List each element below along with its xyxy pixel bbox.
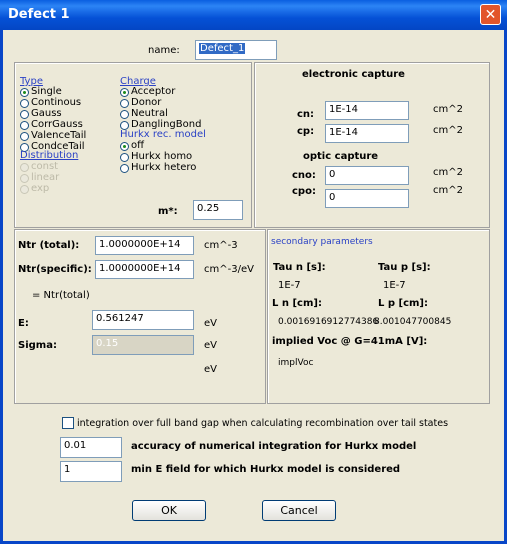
radio-icon — [20, 163, 29, 172]
optic-capture-heading: optic capture — [303, 151, 379, 162]
radio-icon — [120, 88, 129, 97]
title-bar — [0, 0, 507, 30]
lp-label: L p [cm]: — [378, 298, 428, 309]
type-option-valencetail[interactable]: ValenceTail — [20, 131, 86, 142]
cno-unit: cm^2 — [433, 167, 463, 178]
charge-options — [120, 87, 201, 131]
ntr-total-field[interactable]: 1.0000000E+14 — [95, 236, 194, 255]
name-label: name: — [148, 45, 180, 56]
distribution-option-linear[interactable]: linear — [20, 173, 59, 184]
radio-icon — [120, 99, 129, 108]
radio-icon — [20, 132, 29, 141]
type-options — [20, 87, 86, 153]
charge-option-acceptor[interactable]: Acceptor — [120, 87, 201, 98]
min-field-input[interactable]: 1 — [60, 461, 122, 482]
name-field[interactable] — [195, 40, 277, 60]
tau-n-label: Tau n [s]: — [273, 262, 326, 273]
type-option-single[interactable]: Single — [20, 87, 86, 98]
integration-label: integration over full band gap when calculating recombination over tail states — [77, 418, 449, 429]
type-option-corrgauss[interactable]: CorrGauss — [20, 120, 86, 131]
radio-icon — [20, 174, 29, 183]
mstar-field[interactable]: 0.25 — [193, 200, 243, 220]
cn-field[interactable]: 1E-14 — [325, 101, 409, 120]
ntr-total-label: Ntr (total): — [18, 240, 80, 251]
radio-icon — [120, 110, 129, 119]
hurkx-option-homo[interactable]: Hurkx homo — [120, 152, 196, 163]
radio-icon — [120, 153, 129, 162]
ntr-note: = Ntr(total) — [32, 290, 90, 301]
electronic-capture-heading: electronic capture — [302, 69, 405, 80]
distribution-heading: Distribution — [20, 150, 79, 161]
radio-icon — [20, 121, 29, 130]
type-heading: Type — [20, 76, 43, 87]
integration-checkbox[interactable] — [62, 417, 74, 429]
charge-heading: Charge — [120, 76, 156, 87]
ln-value: 0.0016916912774386 — [278, 317, 379, 327]
ntr-specific-label: Ntr(specific): — [18, 264, 92, 275]
mstar-label: m*: — [158, 206, 178, 217]
sigma-label: Sigma: — [18, 340, 57, 351]
hurkx-option-hetero[interactable]: Hurkx hetero — [120, 163, 196, 174]
cno-field[interactable]: 0 — [325, 166, 409, 185]
secondary-heading: secondary parameters — [271, 237, 373, 247]
sigma-unit: eV — [204, 340, 217, 351]
tau-p-label: Tau p [s]: — [378, 262, 431, 273]
distribution-options — [20, 162, 59, 195]
type-option-condcetail[interactable]: CondceTail — [20, 142, 86, 153]
distribution-option-exp[interactable]: exp — [20, 184, 59, 195]
charge-option-neutral[interactable]: Neutral — [120, 109, 201, 120]
ntr-specific-field[interactable]: 1.0000000E+14 — [95, 260, 194, 279]
voc-label: implied Voc @ G=41mA [V]: — [272, 336, 428, 347]
name-value: Defect_1 — [200, 43, 245, 54]
radio-icon — [20, 110, 29, 119]
cn-label: cn: — [297, 109, 315, 120]
radio-icon — [20, 88, 29, 97]
tau-p-value: 1E-7 — [383, 280, 406, 291]
lp-value: 8.001047700845 — [374, 317, 452, 327]
distribution-option-const[interactable]: const — [20, 162, 59, 173]
energy-label: E: — [18, 318, 29, 329]
radio-icon — [20, 99, 29, 108]
diffusion-length-row — [268, 314, 488, 328]
close-button[interactable]: ✕ — [480, 4, 501, 25]
cno-label: cno: — [292, 170, 316, 181]
cn-unit: cm^2 — [433, 104, 463, 115]
ln-label: L n [cm]: — [272, 298, 322, 309]
energy-field[interactable]: 0.561247 — [92, 310, 194, 330]
cp-label: cp: — [297, 126, 315, 137]
cancel-button[interactable]: Cancel — [262, 500, 336, 521]
ntr-total-unit: cm^-3 — [204, 240, 238, 251]
accuracy-field[interactable]: 0.01 — [60, 437, 122, 458]
radio-icon — [120, 164, 129, 173]
type-option-gauss[interactable]: Gauss — [20, 109, 86, 120]
voc-value: implVoc — [278, 358, 314, 368]
cpo-label: cpo: — [292, 186, 316, 197]
sigma-field[interactable]: 0.15 — [92, 335, 194, 355]
extra-unit: eV — [204, 364, 217, 375]
ok-button[interactable]: OK — [132, 500, 206, 521]
hurkx-option-off[interactable]: off — [120, 141, 196, 152]
tau-n-value: 1E-7 — [278, 280, 301, 291]
charge-option-danglingbond[interactable]: DanglingBond — [120, 120, 201, 131]
cp-unit: cm^2 — [433, 125, 463, 136]
hurkx-heading: Hurkx rec. model — [120, 129, 206, 140]
window-title: Defect 1 — [8, 7, 70, 22]
type-option-continous[interactable]: Continous — [20, 98, 86, 109]
hurkx-options — [120, 141, 196, 174]
radio-icon — [20, 185, 29, 194]
cpo-unit: cm^2 — [433, 185, 463, 196]
charge-option-donor[interactable]: Donor — [120, 98, 201, 109]
radio-icon — [120, 142, 129, 151]
cp-field[interactable]: 1E-14 — [325, 124, 409, 143]
cpo-field[interactable]: 0 — [325, 189, 409, 208]
min-field-label: min E field for which Hurkx model is considered — [131, 464, 401, 475]
ntr-specific-unit: cm^-3/eV — [204, 264, 254, 275]
energy-unit: eV — [204, 318, 217, 329]
accuracy-label: accuracy of numerical integration for Hurkx model — [131, 441, 417, 452]
